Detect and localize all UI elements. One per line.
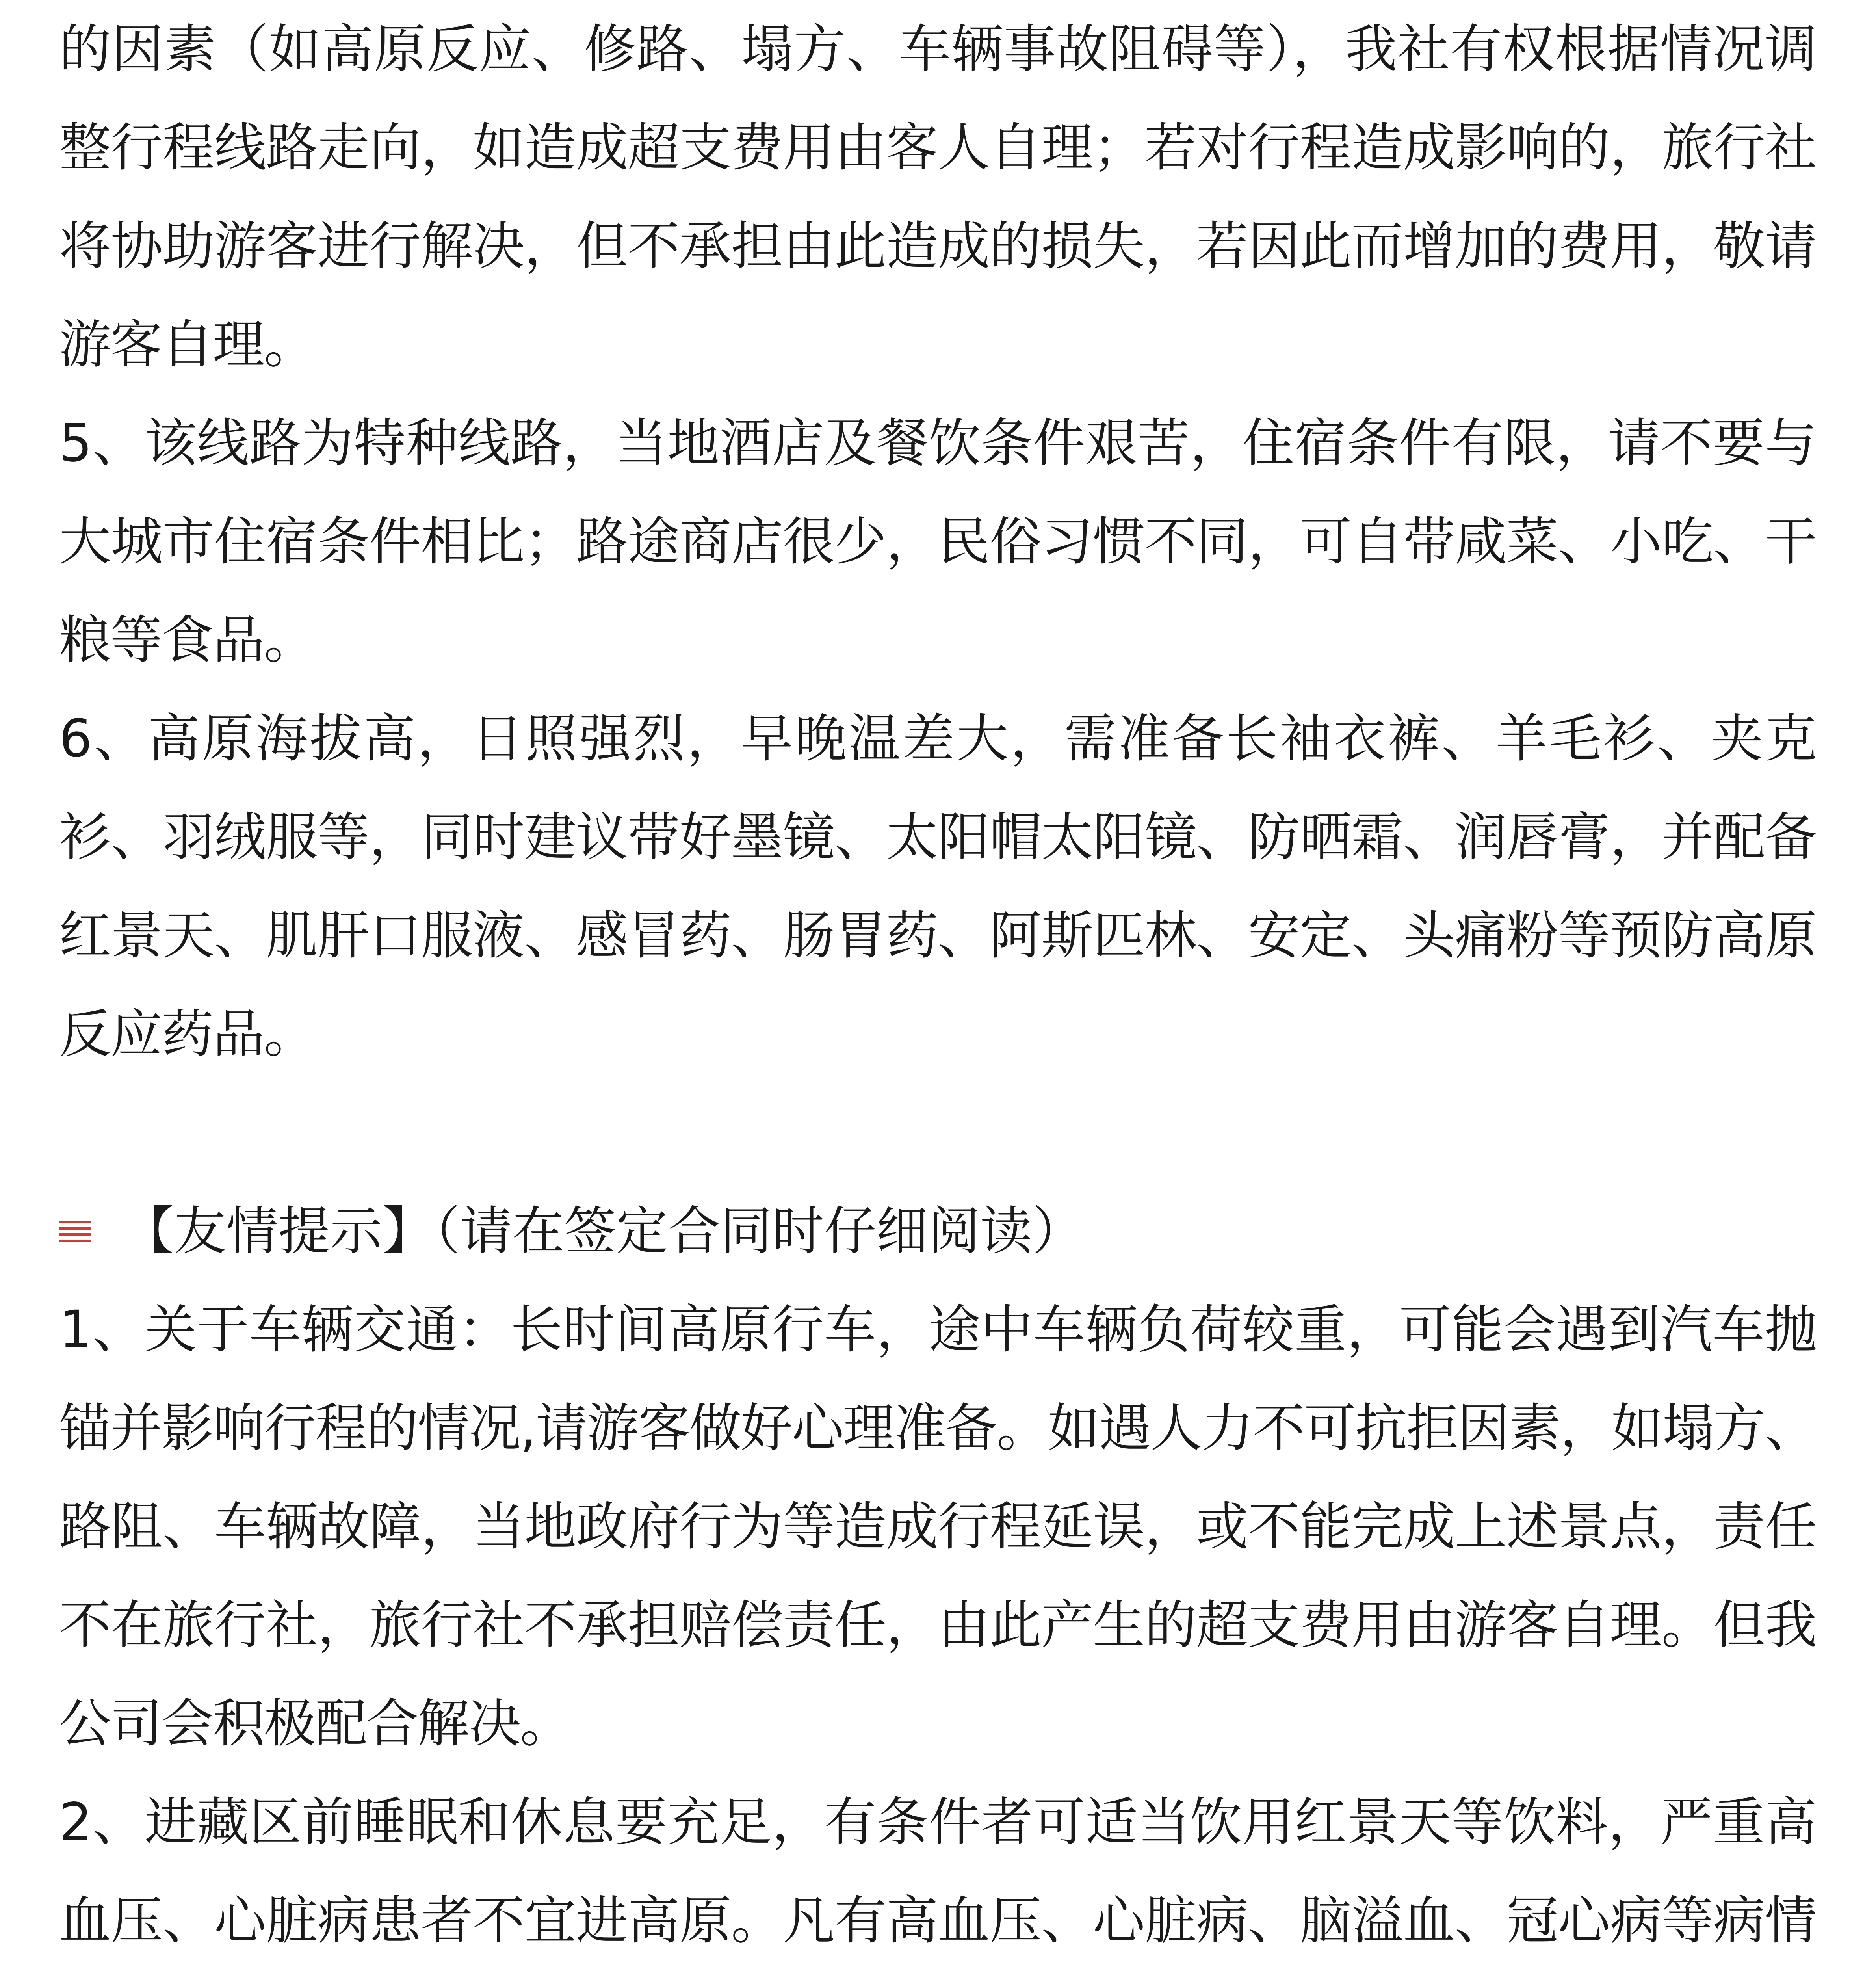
document-page (59, 0, 1816, 1970)
section-title: 【友情提示】（请在签定合同时仔细阅读） (122, 1201, 1084, 1262)
tip-item-2: 2、进藏区前睡眠和休息要充足，有条件者可适当饮用红景天等饮料，严重高血压、心脏病患者不宜进高原。凡有高血压、心脏病、脑溢血、冠心病等病情 (59, 1792, 1816, 1951)
section-heading (59, 1182, 1816, 1280)
paragraph-item-5: 5、该线路为特种线路，当地酒店及餐饮条件艰苦，住宿条件有限，请不要与大城市住宿条件相比；路途商店很少，民俗习惯不同，可自带咸菜、小吃、干粮等食品。 (59, 413, 1816, 671)
section-spacer (59, 1084, 1816, 1182)
list-lines-icon (59, 1217, 95, 1245)
paragraph-item-6: 6、高原海拔高，日照强烈，早晚温差大，需准备长袖衣裤、羊毛衫、夹克衫、羽绒服等，同时建议带好墨镜、太阳帽太阳镜、防晒霜、润唇膏，并配备红景天、肌肝口服液、感冒药、肠胃药、阿斯匹林、安定、头痛粉等预防高原反应药品。 (59, 708, 1816, 1065)
paragraph-continued: 的因素（如高原反应、修路、塌方、车辆事故阻碍等），我社有权根据情况调整行程线路走向，如造成超支费用由客人自理；若对行程造成影响的，旅行社将协助游客进行解决，但不承担由此造成的损失，若因此而增加的费用，敬请游客自理。 (59, 19, 1816, 375)
tip-item-1: 1、关于车辆交通：长时间高原行车，途中车辆负荷较重，可能会遇到汽车抛锚并影响行程的情况,请游客做好心理准备。如遇人力不可抗拒因素，如塌方、路阻、车辆故障，当地政府行为等造成行程延误，或不能完成上述景点，责任不在旅行社，旅行社不承担赔偿责任，由此产生的超支费用由游客自理。但我公司会积极配合解决。 (59, 1299, 1816, 1754)
